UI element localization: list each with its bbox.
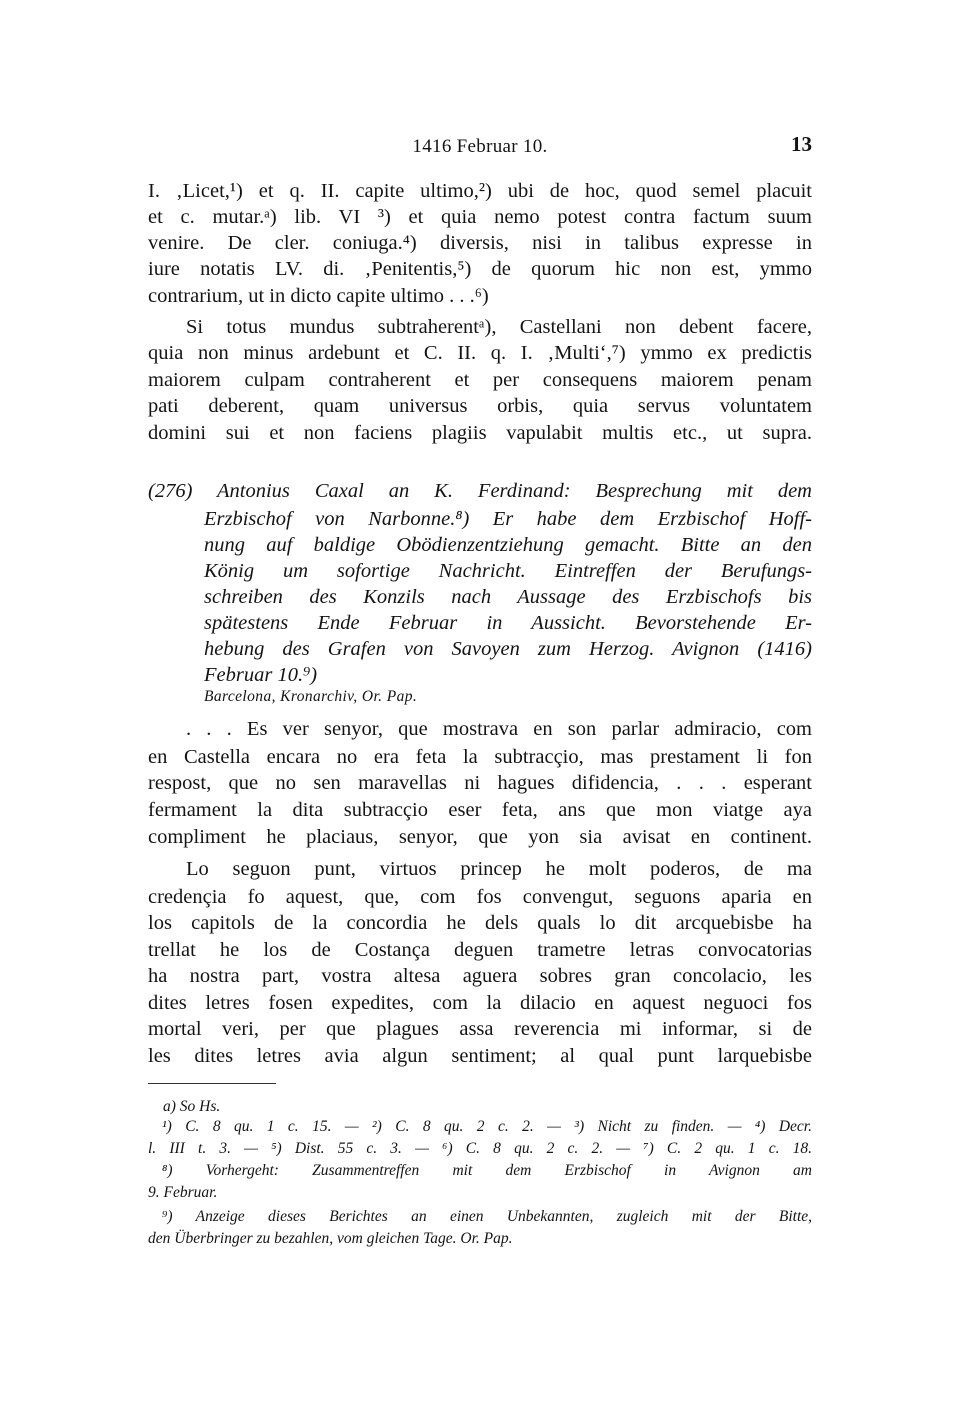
- body-line: et c. mutar.ᵃ) lib. VI ³) et quia nemo potest contra factum suum: [148, 206, 812, 228]
- footnote-line: 9. Februar.: [148, 1184, 218, 1201]
- source-note: Barcelona, Kronarchiv, Or. Pap.: [204, 688, 418, 705]
- footnote-line: ⁹) Anzeige dieses Berichtes an einen Unbekannten, zugleich mit der Bitte,: [162, 1208, 812, 1225]
- body-line: venire. De cler. coniuga.⁴) diversis, nisi in talibus expresse in: [148, 232, 812, 254]
- running-head: [148, 130, 812, 164]
- footnote-line: l. III t. 3. — ⁵) Dist. 55 c. 3. — ⁶) C. 8 qu. 2 c. 2. — ⁷) C. 2 qu. 1 c. 18.: [148, 1140, 812, 1157]
- footnote-line: a) So Hs.: [163, 1098, 221, 1115]
- page-number: 13: [791, 132, 812, 156]
- letter-line: dites letres fosen expedites, com la dilacio en aquest neguoci fos: [148, 992, 812, 1014]
- regest-line: Februar 10.⁹): [204, 664, 318, 686]
- body-line: quia non minus ardebunt et C. II. q. I. ‚Multi‘,⁷) ymmo ex predictis: [148, 342, 812, 364]
- regest-line: spätestens Ende Februar in Aussicht. Bevorstehende Er-: [204, 612, 812, 634]
- footnote-line: ¹) C. 8 qu. 1 c. 15. — ²) C. 8 qu. 2 c. 2. — ³) Nicht zu finden. — ⁴) Decr.: [162, 1118, 812, 1135]
- letter-line: respost, que no sen maravellas ni hagues difidencia, . . . esperant: [148, 772, 812, 794]
- letter-line: mortal veri, per que plagues assa reverencia mi informar, si de: [148, 1018, 812, 1040]
- letter-line: Lo seguon punt, virtuos princep he molt poderos, de ma: [186, 858, 812, 880]
- body-line: iure notatis LV. di. ‚Penitentis,⁵) de quorum hic non est, ymmo: [148, 258, 812, 280]
- footnote-line: den Überbringer zu bezahlen, vom gleichen Tage. Or. Pap.: [148, 1230, 513, 1247]
- footnote-line: ⁸) Vorhergeht: Zusammentreffen mit dem Erzbischof in Avignon am: [162, 1162, 812, 1179]
- running-title: 1416 Februar 10.: [412, 136, 548, 157]
- regest-line: Erzbischof von Narbonne.⁸) Er habe dem Erzbischof Hoff-: [204, 508, 812, 530]
- body-line: domini sui et non faciens plagiis vapulabit multis etc., ut supra.: [148, 422, 812, 444]
- letter-line: ha nostra part, vostra altesa aguera sobres gran concolacio, les: [148, 965, 812, 987]
- letter-line: credençia fo aquest, que, com fos convengut, seguons aparia en: [148, 886, 812, 908]
- letter-line: los capitols de la concordia he dels quals lo dit arcquebisbe ha: [148, 912, 812, 934]
- body-line: I. ‚Licet,¹) et q. II. capite ultimo,²) ubi de hoc, quod semel placuit: [148, 180, 812, 202]
- letter-line: . . . Es ver senyor, que mostrava en son parlar admiracio, com: [186, 718, 812, 740]
- regest-line: König um sofortige Nachricht. Eintreffen der Berufungs-: [204, 560, 812, 582]
- letter-line: compliment he placiaus, senyor, que yon sia avisat en continent.: [148, 826, 812, 848]
- regest-line: hebung des Grafen von Savoyen zum Herzog. Avignon (1416): [204, 638, 812, 660]
- letter-line: les dites letres avia algun sentiment; al qual punt larquebisbe: [148, 1045, 812, 1067]
- regest-line: schreiben des Konzils nach Aussage des Erzbischofs bis: [204, 586, 812, 608]
- body-line: pati deberent, quam universus orbis, quia servus voluntatem: [148, 395, 812, 417]
- letter-line: trellat he los de Costança deguen trametre letras convocatorias: [148, 939, 812, 961]
- regest-line: (276) Antonius Caxal an K. Ferdinand: Besprechung mit dem: [148, 480, 812, 502]
- footnote-separator: [148, 1083, 276, 1084]
- body-line: contrarium, ut in dicto capite ultimo . . .⁶): [148, 285, 489, 307]
- body-line: maiorem culpam contraherent et per consequens maiorem penam: [148, 369, 812, 391]
- body-line: Si totus mundus subtraherentᵃ), Castellani non debent facere,: [186, 316, 812, 338]
- regest-line: nung auf baldige Obödienzentziehung gemacht. Bitte an den: [204, 534, 812, 556]
- letter-line: fermament la dita subtracçio eser feta, ans que mon viatge aya: [148, 799, 812, 821]
- letter-line: en Castella encara no era feta la subtracçio, mas prestament li fon: [148, 746, 812, 768]
